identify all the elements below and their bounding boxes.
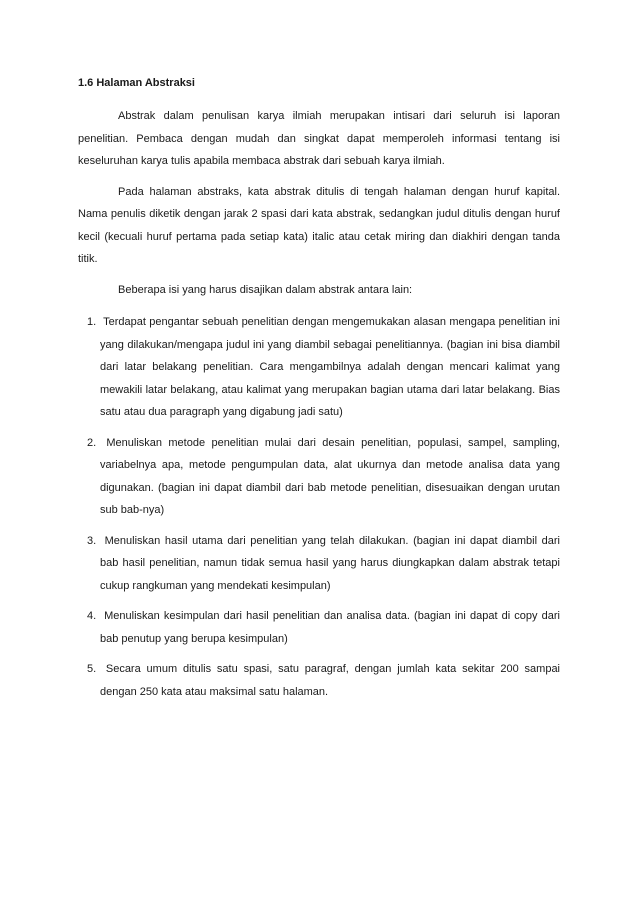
- paragraph-abstract-definition: Abstrak dalam penulisan karya ilmiah merupakan intisari dari seluruh isi laporan penelitian. Pembaca dengan mudah dan singkat dapat memperoleh informasi tentang isi keseluruhan karya tulis apabila membaca abstrak dari sebuah karya ilmiah.: [78, 110, 560, 167]
- list-item-number: 2.: [87, 436, 97, 449]
- section-heading: 1.6 Halaman Abstraksi: [78, 77, 195, 89]
- abstract-content-list: [78, 311, 560, 703]
- list-item: [78, 658, 560, 703]
- list-item: [78, 311, 560, 424]
- list-item-text: Menuliskan hasil utama dari penelitian yang telah dilakukan. (bagian ini dapat diambil dari bab hasil penelitian, namun tidak semua hasil yang harus diungkapkan dalam abstrak tetapi cukup rangkuman yang mendekati kesimpulan): [100, 534, 560, 592]
- list-item-number: 5.: [87, 663, 97, 675]
- list-item: [78, 432, 560, 522]
- list-item-text: Terdapat pengantar sebuah penelitian dengan mengemukakan alasan mengapa penelitian ini yang dilakukan/mengapa judul ini yang diambil sebagai penelitiannya. (bagian ini bisa diambil dari latar belakang penelitian. Cara mengambilnya adalah dengan mencari kalimat yang mewakili latar belakang, atau kalimat yang merupakan bagian utama dari latar belakang. Bias satu atau dua paragraph yang digabung jadi satu): [100, 316, 560, 418]
- list-item-text: Menuliskan metode penelitian mulai dari desain penelitian, populasi, sampel, sampling, variabelnya apa, metode pengumpulan data, alat ukurnya dan metode analisa data yang digunakan. (bagian ini dapat diambil dari bab metode penelitian, disesuaikan dengan urutan sub bab-nya): [100, 436, 560, 516]
- paragraph-abstract-format: Pada halaman abstraks, kata abstrak ditulis di tengah halaman dengan huruf kapital. Nama penulis diketik dengan jarak 2 spasi dari kata abstrak, sedangkan judul ditulis dengan huruf kecil (kecuali huruf pertama pada setiap kata) italic atau cetak miring dan diakhiri dengan tanda titik.: [78, 185, 560, 265]
- list-item-text: Menuliskan kesimpulan dari hasil penelitian dan analisa data. (bagian ini dapat di copy dari bab penutup yang berupa kesimpulan): [100, 610, 560, 645]
- list-item-text: Secara umum ditulis satu spasi, satu paragraf, dengan jumlah kata sekitar 200 sampai dengan 250 kata atau maksimal satu halaman.: [100, 663, 561, 698]
- list-item: [78, 605, 560, 650]
- list-item-number: 1.: [87, 316, 97, 328]
- list-item-number: 3.: [87, 534, 97, 547]
- list-item-number: 4.: [87, 610, 97, 622]
- list-item: [78, 530, 560, 598]
- document-content: [78, 73, 560, 711]
- list-intro: Beberapa isi yang harus disajikan dalam abstrak antara lain:: [118, 283, 413, 296]
